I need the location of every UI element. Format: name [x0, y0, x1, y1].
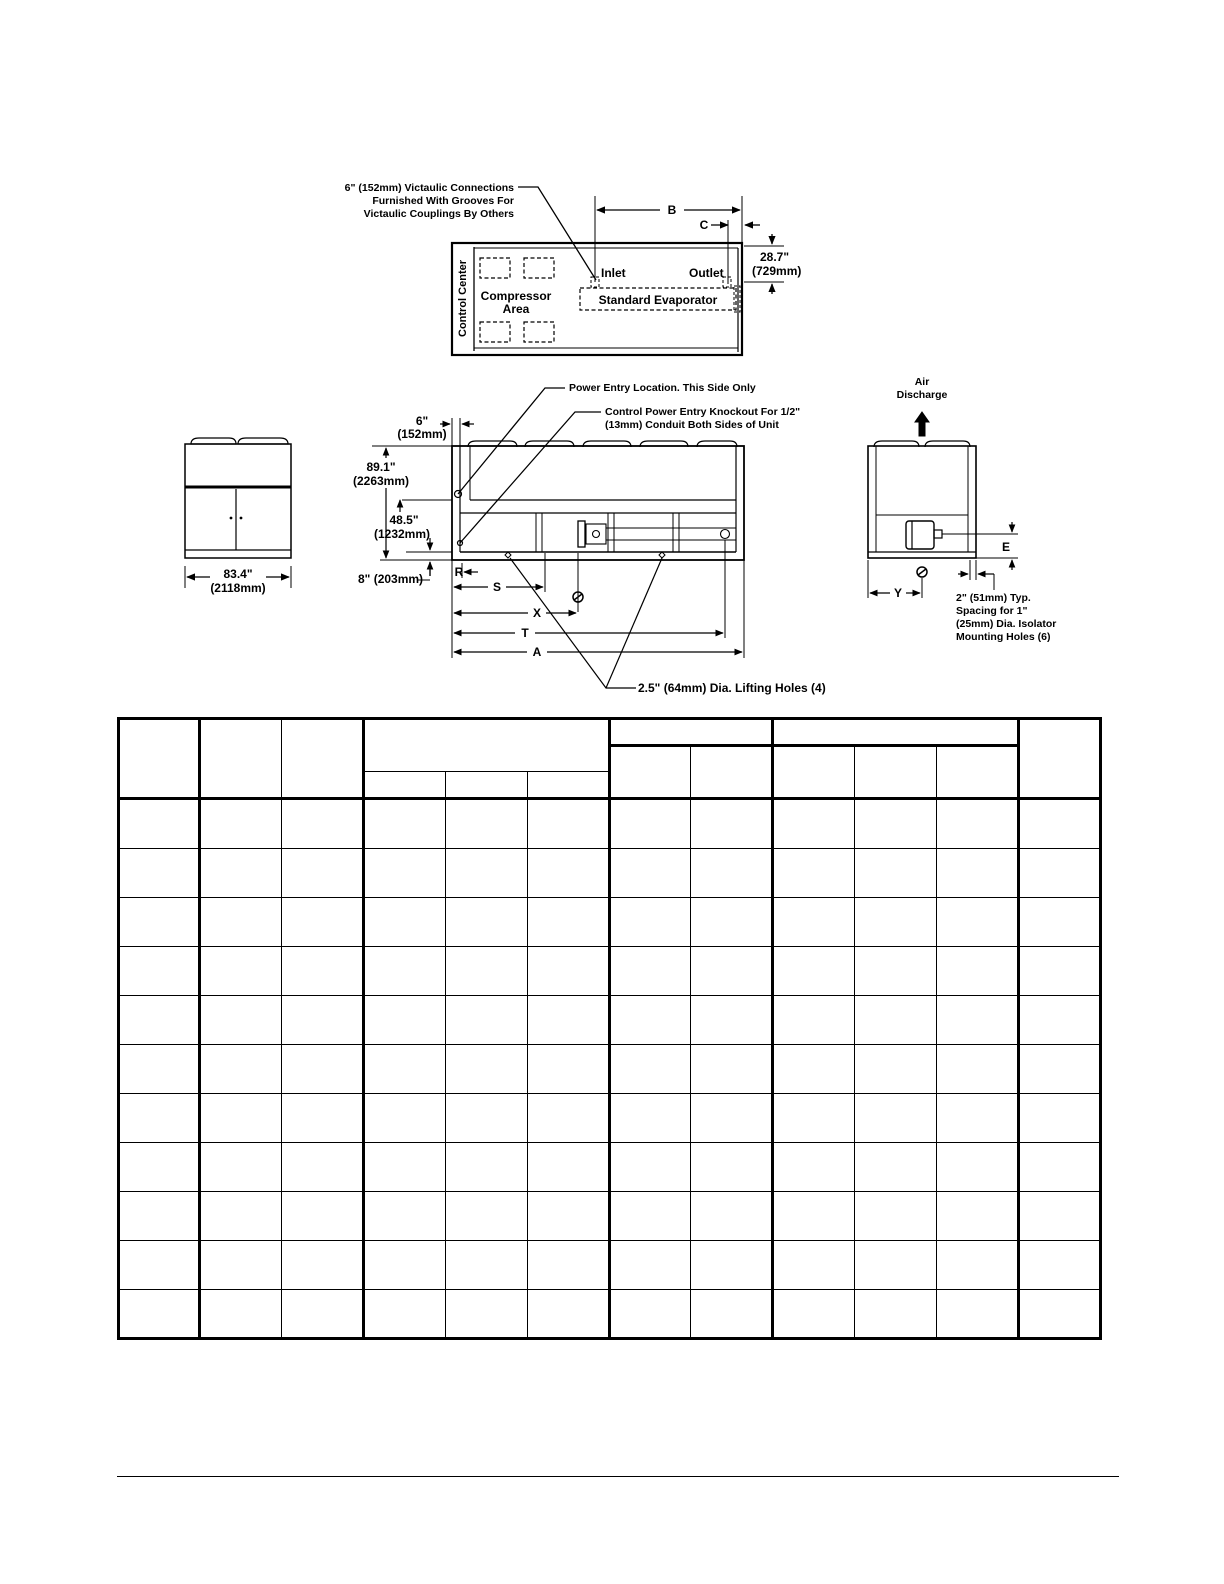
header-group-1: [364, 719, 610, 772]
evap-end-nozzle: [934, 530, 942, 538]
compressor-box-3: [480, 322, 510, 342]
control-power-note-line-1: Control Power Entry Knockout For 1/2": [605, 406, 801, 418]
header-sub-g3-3: [937, 746, 1019, 799]
header-sub-g2-2: [691, 746, 773, 799]
victaulic-note-line-3: Victaulic Couplings By Others: [363, 208, 514, 220]
header-sub-g3-1: [773, 746, 855, 799]
header-group-3: [773, 719, 1019, 746]
header-sub-g2-1: [610, 746, 691, 799]
left-end-outline: [185, 444, 291, 558]
air-discharge-arrow-icon: [915, 412, 929, 436]
six-in-dim-mm: (152mm): [397, 427, 447, 441]
header-cell-2: [200, 719, 282, 799]
outlet-label: Outlet: [689, 266, 724, 280]
control-power-leader: [460, 412, 601, 543]
power-entry-note: Power Entry Location. This Side Only: [569, 382, 756, 394]
right-isolator-slash: [918, 569, 926, 575]
evaporator-end: [734, 286, 740, 312]
inlet-label: Inlet: [601, 266, 626, 280]
header-sub-g1-2: [446, 772, 528, 799]
outlet-nozzle-side: [721, 530, 730, 539]
left-end-view: [185, 438, 291, 595]
footer-rule: [117, 1476, 1119, 1477]
evaporator-nozzle: [593, 531, 600, 538]
evap-end-head: [906, 521, 934, 549]
isolator-note-line-3: (25mm) Dia. Isolator: [956, 618, 1057, 630]
table-row: [119, 1045, 1101, 1094]
victaulic-note-line-1: 6" (152mm) Victaulic Connections: [344, 182, 514, 194]
header-cell-model: [119, 719, 200, 799]
lifting-holes-note: 2.5" (64mm) Dia. Lifting Holes (4): [638, 681, 826, 695]
isolator-note-line-4: Mounting Holes (6): [956, 631, 1051, 643]
door-handle-left: [230, 517, 233, 520]
top-view: [345, 182, 802, 355]
dim-y-label: Y: [893, 586, 903, 600]
side-view: [353, 382, 826, 695]
victaulic-note: [345, 182, 596, 280]
table-row: [119, 1143, 1101, 1192]
left-fan-guards: [191, 438, 288, 444]
compressor-box-4: [524, 322, 554, 342]
dimension-table: [117, 717, 1102, 1340]
mid-dim-mm: (1232mm): [373, 527, 431, 541]
header-group-2: [610, 719, 773, 746]
table-row: [119, 799, 1101, 849]
table-row: [119, 849, 1101, 898]
isolator-note-line-1: 2" (51mm) Typ.: [956, 592, 1031, 604]
air-discharge-line-1: Air: [914, 376, 930, 388]
evaporator-head: [586, 524, 606, 544]
air-discharge-line-2: Discharge: [896, 389, 948, 401]
header-cell-3: [282, 719, 364, 799]
lifting-hole-1: [505, 552, 511, 558]
width-dim-in: 83.4": [223, 567, 253, 581]
control-center-label: Control Center: [457, 260, 469, 337]
table-row: [119, 898, 1101, 947]
right-end-outline: [868, 446, 976, 558]
standard-evaporator-label: Standard Evaporator: [598, 293, 718, 307]
mid-dim-in: 48.5": [389, 513, 419, 527]
outlet-nozzle: [723, 277, 731, 287]
right-end-view: [868, 376, 1056, 643]
dim-t-label: T: [521, 626, 529, 640]
victaulic-leader: [518, 187, 596, 280]
isolator-note-line-2: Spacing for 1": [956, 605, 1028, 617]
lifting-leader-2: [606, 558, 662, 688]
compressor-box-2: [524, 258, 554, 278]
table-row: [119, 1241, 1101, 1290]
dim-b-label: B: [667, 203, 677, 217]
height-dim-in: 89.1": [366, 460, 396, 474]
lifting-hole-2: [659, 552, 665, 558]
header-sub-g1-3: [528, 772, 610, 799]
depth-dim-mm: (729mm): [752, 264, 802, 278]
evaporator-flange: [578, 521, 585, 547]
victaulic-note-line-2: Furnished With Grooves For: [372, 195, 514, 207]
header-cell-last: [1019, 719, 1101, 799]
dim-e-label: E: [1002, 540, 1011, 554]
header-sub-g3-2: [855, 746, 937, 799]
width-dim-mm: (2118mm): [210, 581, 266, 595]
header-row-1: [119, 719, 1101, 746]
six-in-dim-in: 6": [415, 414, 429, 428]
unit-dimension-drawing: [0, 0, 1224, 710]
lifting-leader-1: [510, 558, 636, 688]
table-row: [119, 947, 1101, 996]
table-row: [119, 996, 1101, 1045]
table-row: [119, 1290, 1101, 1339]
dim-x-label: X: [532, 606, 542, 620]
table-row: [119, 1192, 1101, 1241]
dim-s-label: S: [492, 580, 502, 594]
dim-r-label: R: [454, 565, 464, 579]
compressor-box-1: [480, 258, 510, 278]
compressor-area-line-1: Compressor: [480, 289, 552, 303]
compressor-area-line-2: Area: [502, 302, 530, 316]
door-handle-right: [240, 517, 243, 520]
header-sub-g1-1: [364, 772, 446, 799]
dim-a-label: A: [532, 645, 542, 659]
control-power-note-line-2: (13mm) Conduit Both Sides of Unit: [605, 419, 779, 431]
dim-c-label: C: [699, 218, 709, 232]
table-row: [119, 1094, 1101, 1143]
height-dim-mm: (2263mm): [352, 474, 410, 488]
base-dim-label: 8" (203mm): [358, 572, 424, 586]
depth-dim-in: 28.7": [760, 250, 790, 264]
